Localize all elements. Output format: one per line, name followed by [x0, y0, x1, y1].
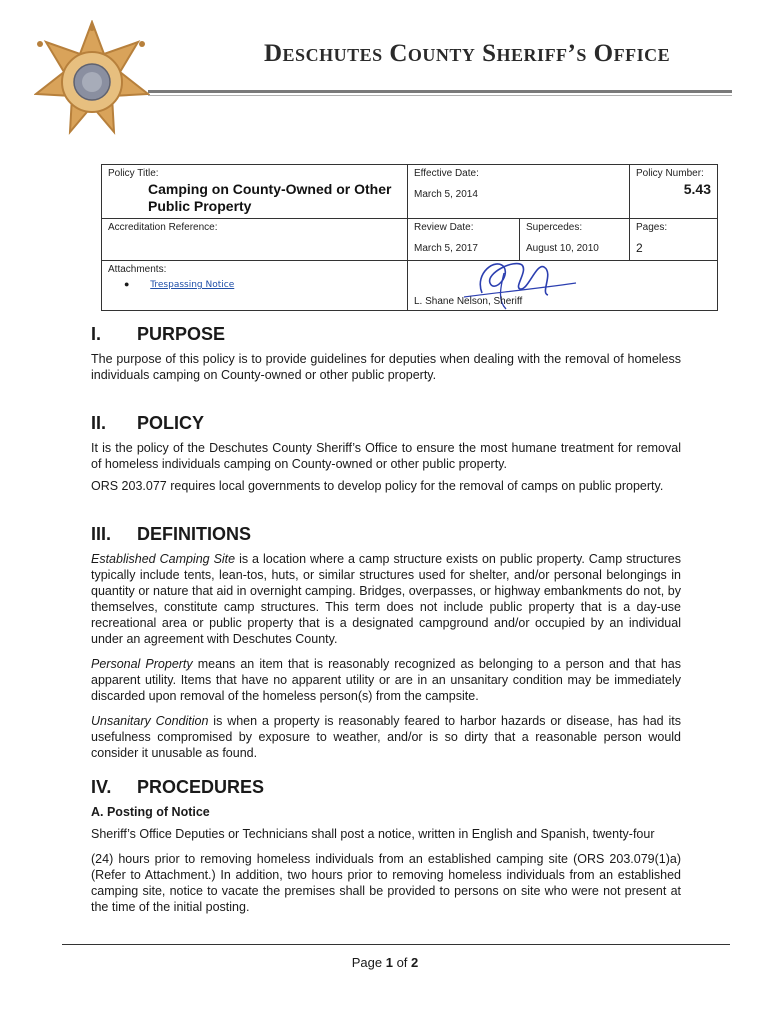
definition-term: Unsanitary Condition [91, 714, 209, 728]
signer-name: L. Shane Nelson, Sheriff [414, 296, 523, 307]
definition-term: Established Camping Site [91, 552, 236, 566]
definition-unsanitary-condition [91, 713, 681, 761]
section-heading [91, 526, 681, 542]
effective-date-label: Effective Date: [414, 168, 479, 179]
subsection-heading: A. Posting of Notice [91, 805, 210, 819]
header-rule [148, 90, 732, 93]
section-heading [91, 326, 681, 342]
definition-term: Personal Property [91, 657, 193, 671]
policy-number-cell [630, 165, 718, 219]
policy-title-label: Policy Title: [108, 168, 159, 179]
definition-text: means an item that is reasonably recognized as belonging to a person and that has apparent utility. Items that have no apparent utility or are in an unsanitary condition may be immediately discarded upon removal of the homeless person(s) from the campsite. [91, 657, 681, 703]
bullet-icon: ● [124, 279, 130, 289]
procedures-section [91, 779, 681, 921]
accreditation-cell [102, 219, 408, 261]
section-title: PURPOSE [137, 324, 226, 344]
of-word: of [396, 955, 408, 970]
supercedes-date: August 10, 2010 [526, 243, 599, 254]
policy-section [91, 415, 681, 500]
attachments-cell [102, 261, 408, 311]
header-rule-thin [148, 95, 732, 96]
definition-established-camping-site [91, 551, 681, 647]
page-footer [0, 955, 770, 970]
pages-count: 2 [636, 241, 643, 255]
section-number: I. [91, 324, 102, 344]
section-number: IV. [91, 777, 112, 797]
effective-date: March 5, 2014 [414, 189, 478, 200]
policy-number: 5.43 [683, 181, 711, 197]
policy-title-cell [102, 165, 408, 219]
accreditation-label: Accreditation Reference: [108, 222, 218, 233]
attachments-label: Attachments: [108, 264, 167, 275]
page-word: Page [351, 955, 383, 970]
footer-rule [62, 944, 730, 945]
section-number: II. [91, 413, 107, 433]
policy-text: It is the policy of the Deschutes County Sheriff’s Office to ensure the most humane treatment for removal of homeless individuals camping on County-owned or other public property. [91, 441, 681, 471]
pages-cell [630, 219, 718, 261]
review-date: March 5, 2017 [414, 243, 478, 254]
definition-text: is when a property is reasonably feared to harbor hazards or disease, has had its usefulness compromised by exposure to weather, and/or is so dirty that a reasonable person would consider it unusable as found. [91, 714, 681, 760]
list-item [124, 279, 401, 290]
posting-notice-detail: (24) hours prior to removing homeless individuals from an established camping site (ORS 203.079(1)a) (Refer to Attachment.) In addition, two hours prior to removing homeless individuals from an established camping site, notice to vacate the premises shall be provided to persons on site who were not present at the time of the initial posting. [91, 852, 681, 914]
sheriff-badge-icon [34, 20, 150, 136]
signature-cell [408, 261, 718, 311]
section-heading [91, 415, 681, 431]
posting-notice-text: Sheriff’s Office Deputies or Technicians shall post a notice, written in English and Spanish, twenty-four [91, 827, 655, 841]
purpose-section [91, 326, 681, 389]
trespassing-notice-link[interactable]: Trespassing Notice [150, 280, 235, 290]
policy-title: Camping on County-Owned or Other Public Property [148, 181, 392, 214]
definitions-section [91, 526, 681, 767]
section-heading [91, 779, 681, 795]
policy-number-label: Policy Number: [636, 168, 704, 179]
section-title: PROCEDURES [137, 777, 265, 797]
definition-text: is a location where a camp structure exists on public property. Camp structures typically include tents, lean-tos, huts, or similar structures used for shelter, and/or personal belongings in quantity or nature that aid in overnight camping. Bridges, overpasses, or highway embankments do not, by themselves, constitute camp structures. This term does not include public property that is a day-use recreational area or public property that is a designated campground and/or occupied by an individual under an agreement with Deschutes County. [91, 552, 681, 646]
attachments-list [108, 279, 401, 290]
supercedes-label: Supercedes: [526, 222, 583, 233]
effective-date-cell [408, 165, 630, 219]
policy-info-table [101, 164, 718, 311]
review-date-label: Review Date: [414, 222, 474, 233]
section-title: DEFINITIONS [137, 524, 252, 544]
section-number: III. [91, 524, 112, 544]
purpose-text: The purpose of this policy is to provide guidelines for deputies when dealing with the removal of homeless individuals camping on County-owned or other public property. [91, 352, 681, 382]
page-total: 2 [411, 955, 419, 970]
section-title: POLICY [137, 413, 205, 433]
pages-label: Pages: [636, 222, 668, 233]
office-title: Deschutes County Sheriff’s Office [264, 40, 671, 67]
page-current: 1 [385, 955, 393, 970]
definition-personal-property [91, 656, 681, 704]
ors-text: ORS 203.077 requires local governments to develop policy for the removal of camps on public property. [91, 479, 664, 493]
